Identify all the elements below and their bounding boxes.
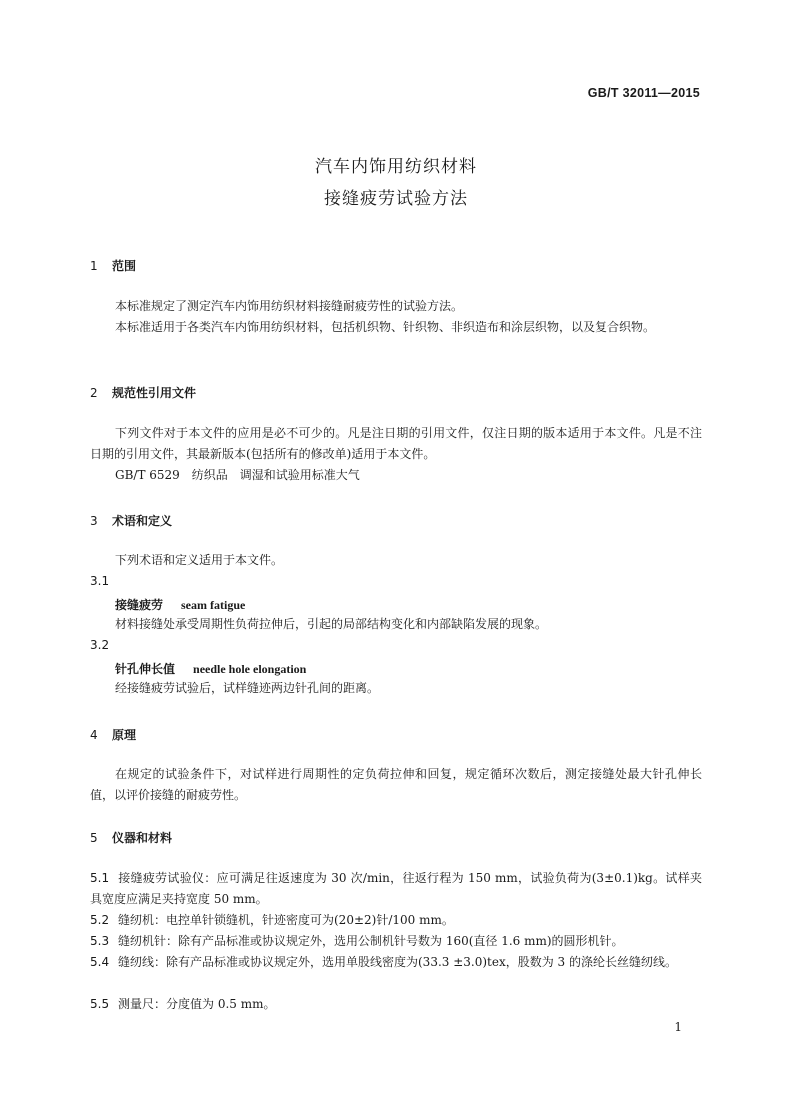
term-1-number: 3.1 — [90, 574, 110, 588]
item-text: 缝纫机：电控单针锁缝机，针迹密度可为(20±2)针/100 mm。 — [118, 913, 454, 927]
term-1-definition: 材料接缝处承受周期性负荷拉伸后，引起的局部结构变化和内部缺陷发展的现象。 — [115, 617, 548, 631]
item-5-3 — [90, 931, 702, 952]
item-number: 5.2 — [90, 913, 110, 927]
section-5-heading — [90, 829, 172, 846]
item-number: 5.4 — [90, 955, 110, 969]
section-title: 仪器和材料 — [112, 831, 173, 845]
section-number: 4 — [90, 728, 98, 742]
term-1-english: seam fatigue — [181, 598, 246, 612]
section-number: 5 — [90, 831, 98, 845]
term-1-chinese: 接缝疲劳 — [115, 598, 164, 612]
term-2-chinese: 针孔伸长值 — [115, 662, 176, 676]
item-text: 接缝疲劳试验仪：应可满足往返速度为 30 次/min，往返行程为 150 mm，试验负荷为(3±0.1)kg。试样夹具宽度应满足夹持宽度 50 mm。 — [90, 871, 702, 906]
item-number: 5.3 — [90, 934, 110, 948]
item-number: 5.1 — [90, 871, 110, 885]
section-1-paragraph-1: 本标准规定了测定汽车内饰用纺织材料接缝耐疲劳性的试验方法。 — [115, 299, 464, 313]
section-title: 范围 — [112, 259, 137, 273]
term-2-definition: 经接缝疲劳试验后，试样缝迹两边针孔间的距离。 — [115, 681, 380, 695]
section-1-paragraph-2: 本标准适用于各类汽车内饰用纺织材料，包括机织物、针织物、非织造布和涂层织物，以及复合织物。 — [115, 320, 656, 334]
section-title: 原理 — [112, 728, 137, 742]
document-title-line1: 汽车内饰用纺织材料 — [315, 157, 477, 177]
item-5-4 — [90, 952, 702, 973]
section-number: 3 — [90, 514, 98, 528]
standard-code: GB/T 32011—2015 — [587, 86, 700, 100]
section-3-intro: 下列术语和定义适用于本文件。 — [115, 553, 284, 567]
section-number: 1 — [90, 259, 98, 273]
section-number: 2 — [90, 386, 98, 400]
item-5-5 — [90, 994, 702, 1015]
section-3-heading — [90, 512, 172, 529]
normative-reference: GB/T 6529 纺织品 调湿和试验用标准大气 — [115, 468, 360, 482]
item-number: 5.5 — [90, 997, 110, 1011]
page-number: 1 — [674, 1020, 682, 1034]
term-2-number: 3.2 — [90, 638, 110, 652]
section-2-heading — [90, 384, 196, 401]
section-title: 术语和定义 — [112, 514, 173, 528]
section-4-heading — [90, 726, 136, 743]
item-text: 缝纫线：除有产品标准或协议规定外，选用单股线密度为(33.3 ±3.0)tex，股数为 3 的涤纶长丝缝纫线。 — [118, 955, 677, 969]
term-1 — [115, 596, 245, 613]
section-2-paragraph-1: 下列文件对于本文件的应用是必不可少的。凡是注日期的引用文件，仅注日期的版本适用于本文件。凡是不注日期的引用文件，其最新版本(包括所有的修改单)适用于本文件。 — [90, 426, 702, 461]
document-title-line2: 接缝疲劳试验方法 — [324, 189, 468, 209]
term-2-english: needle hole elongation — [193, 662, 307, 676]
section-title: 规范性引用文件 — [112, 386, 197, 400]
section-4-paragraph-1: 在规定的试验条件下，对试样进行周期性的定负荷拉伸和回复，规定循环次数后，测定接缝处最大针孔伸长值，以评价接缝的耐疲劳性。 — [90, 767, 702, 802]
item-5-2 — [90, 910, 702, 931]
item-text: 缝纫机针：除有产品标准或协议规定外，选用公制机针号数为 160(直径 1.6 mm)的圆形机针。 — [118, 934, 624, 948]
section-1-heading — [90, 257, 136, 274]
item-5-1 — [90, 868, 702, 910]
item-text: 测量尺：分度值为 0.5 mm。 — [118, 997, 276, 1011]
term-2 — [115, 660, 306, 677]
